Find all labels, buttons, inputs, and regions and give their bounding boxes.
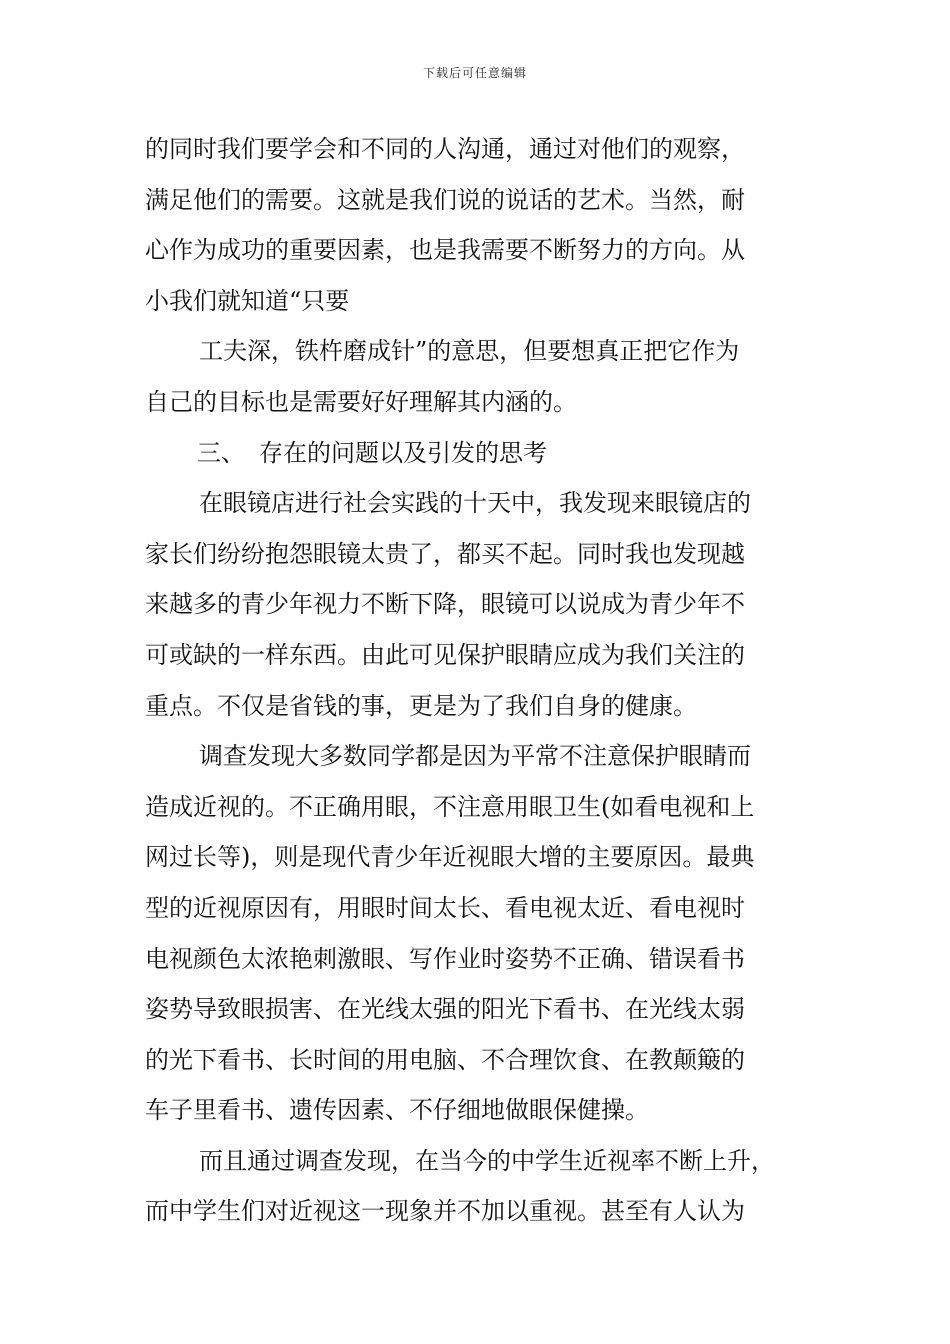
text-line: 满足他们的需要。这就是我们说的说话的艺术。当然，耐 — [145, 185, 745, 214]
text-line: 车子里看书、遗传因素、不仔细地做眼保健操。 — [145, 1096, 649, 1125]
text-line: 网过长等)，则是现代青少年近视眼大增的主要原因。最典 — [145, 843, 755, 872]
text-line: 姿势导致眼损害、在光线太强的阳光下看书、在光线太弱 — [145, 995, 745, 1024]
section-heading — [145, 428, 825, 479]
text-line: 电视颜色太浓艳刺激眼、写作业时姿势不正确、错误看书 — [145, 944, 745, 973]
text-line: 工夫深，铁杵磨成针”的意思，但要想真正把它作为 — [199, 337, 740, 366]
section-number: 三、 — [197, 438, 245, 467]
text-line: 自己的目标也是需要好好理解其内涵的。 — [145, 387, 577, 416]
text-line: 可或缺的一样东西。由此可见保护眼睛应成为我们关注的 — [145, 640, 745, 669]
text-line: 的光下看书、长时间的用电脑、不合理饮食、在教颠簸的 — [145, 1045, 745, 1074]
text-line: 心作为成功的重要因素，也是我需要不断努力的方向。从 — [145, 236, 745, 265]
text-line: 重点。不仅是省钱的事，更是为了我们自身的健康。 — [145, 691, 697, 720]
text-line: 而中学生们对近视这一现象并不加以重视。甚至有人认为 — [145, 1197, 745, 1226]
text-line: 的同时我们要学会和不同的人沟通，通过对他们的观察， — [145, 135, 745, 163]
text-line: 家长们纷纷抱怨眼镜太贵了，都买不起。同时我也发现越 — [145, 539, 745, 568]
body-text — [145, 124, 825, 1237]
text-line: 调查发现大多数同学都是因为平常不注意保护眼睛而 — [199, 742, 751, 771]
text-line: 型的近视原因有，用眼时间太长、看电视太近、看电视时 — [145, 893, 745, 922]
text-line: 在眼镜店进行社会实践的十天中，我发现来眼镜店的 — [199, 489, 751, 518]
text-line: 而且通过调查发现，在当今的中学生近视率不断上升， — [199, 1146, 775, 1175]
text-line: 小我们就知道“只要 — [145, 286, 350, 315]
section-title: 存在的问题以及引发的思考 — [259, 438, 547, 467]
text-line: 造成近视的。不正确用眼，不注意用眼卫生(如看电视和上 — [145, 792, 755, 821]
page-header: 下载后可任意编辑 — [422, 66, 527, 80]
text-line: 来越多的青少年视力不断下降，眼镜可以说成为青少年不 — [145, 590, 745, 619]
